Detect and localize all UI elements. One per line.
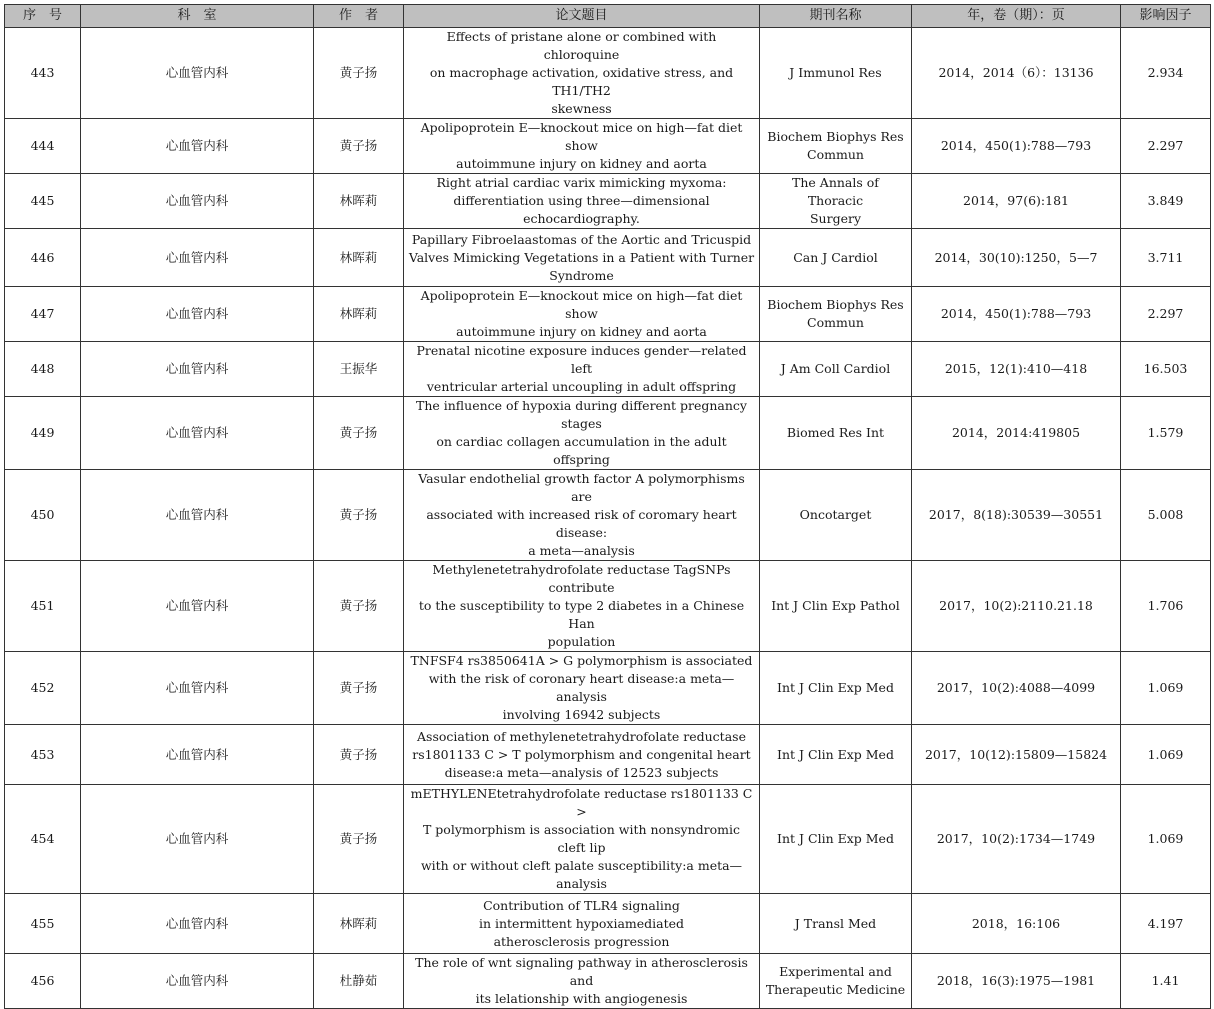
cell-dept: 心血管内科 bbox=[81, 954, 314, 1009]
cell-citation: 2014，2014:419805 bbox=[912, 397, 1121, 470]
table-header bbox=[5, 5, 1211, 28]
cell-seq: 449 bbox=[5, 397, 81, 470]
cell-title: Right atrial cardiac varix mimicking myxoma: differentiation using three—dimensional echocardiography. bbox=[404, 174, 760, 229]
cell-dept: 心血管内科 bbox=[81, 28, 314, 119]
cell-citation: 2018，16(3):1975—1981 bbox=[912, 954, 1121, 1009]
cell-impact: 1.41 bbox=[1121, 954, 1211, 1009]
cell-citation: 2017，10(2):1734—1749 bbox=[912, 785, 1121, 894]
cell-title: Effects of pristane alone or combined with chloroquine on macrophage activation, oxidative stress, and TH1/TH2 skewness bbox=[404, 28, 760, 119]
cell-title: The influence of hypoxia during different pregnancy stages on cardiac collagen accumulation in the adult offspring bbox=[404, 397, 760, 470]
cell-impact: 1.706 bbox=[1121, 561, 1211, 652]
cell-journal: Biomed Res Int bbox=[760, 397, 912, 470]
cell-author: 黄子扬 bbox=[314, 119, 404, 174]
cell-dept: 心血管内科 bbox=[81, 894, 314, 954]
cell-impact: 1.579 bbox=[1121, 397, 1211, 470]
cell-title: Apolipoprotein E—knockout mice on high—fat diet show autoimmune injury on kidney and aorta bbox=[404, 287, 760, 342]
header-title: 论文题目 bbox=[404, 5, 760, 28]
cell-author: 黄子扬 bbox=[314, 785, 404, 894]
cell-citation: 2018，16:106 bbox=[912, 894, 1121, 954]
cell-dept: 心血管内科 bbox=[81, 725, 314, 785]
cell-seq: 448 bbox=[5, 342, 81, 397]
header-dept: 科 室 bbox=[81, 5, 314, 28]
table-row bbox=[5, 785, 1211, 894]
cell-impact: 2.297 bbox=[1121, 119, 1211, 174]
table-row bbox=[5, 174, 1211, 229]
cell-author: 林晖莉 bbox=[314, 287, 404, 342]
cell-dept: 心血管内科 bbox=[81, 342, 314, 397]
cell-seq: 447 bbox=[5, 287, 81, 342]
cell-seq: 456 bbox=[5, 954, 81, 1009]
cell-dept: 心血管内科 bbox=[81, 470, 314, 561]
cell-impact: 4.197 bbox=[1121, 894, 1211, 954]
table-row bbox=[5, 287, 1211, 342]
cell-impact: 1.069 bbox=[1121, 725, 1211, 785]
cell-author: 林晖莉 bbox=[314, 174, 404, 229]
cell-title: Vasular endothelial growth factor A polymorphisms are associated with increased risk of coromary heart disease: a meta—analysis bbox=[404, 470, 760, 561]
table-row bbox=[5, 894, 1211, 954]
cell-title: Apolipoprotein E—knockout mice on high—fat diet show autoimmune injury on kidney and aorta bbox=[404, 119, 760, 174]
cell-impact: 16.503 bbox=[1121, 342, 1211, 397]
cell-seq: 446 bbox=[5, 229, 81, 287]
cell-citation: 2017，8(18):30539—30551 bbox=[912, 470, 1121, 561]
header-citation: 年，卷（期）：页 bbox=[912, 5, 1121, 28]
cell-citation: 2014，30(10):1250，5—7 bbox=[912, 229, 1121, 287]
cell-journal: Int J Clin Exp Med bbox=[760, 725, 912, 785]
cell-impact: 2.934 bbox=[1121, 28, 1211, 119]
cell-author: 黄子扬 bbox=[314, 725, 404, 785]
cell-citation: 2014，450(1):788—793 bbox=[912, 287, 1121, 342]
cell-title: TNFSF4 rs3850641A > G polymorphism is associated with the risk of coronary heart disease:a meta—analysis involving 16942 subjects bbox=[404, 652, 760, 725]
cell-dept: 心血管内科 bbox=[81, 397, 314, 470]
cell-seq: 453 bbox=[5, 725, 81, 785]
document-page bbox=[4, 4, 1211, 1009]
cell-journal: Int J Clin Exp Pathol bbox=[760, 561, 912, 652]
cell-title: Methylenetetrahydrofolate reductase TagSNPs contribute to the susceptibility to type 2 diabetes in a Chinese Han population bbox=[404, 561, 760, 652]
cell-impact: 1.069 bbox=[1121, 652, 1211, 725]
cell-title: Papillary Fibroelaastomas of the Aortic and Tricuspid Valves Mimicking Vegetations in a Patient with Turner Syndrome bbox=[404, 229, 760, 287]
cell-dept: 心血管内科 bbox=[81, 174, 314, 229]
cell-journal: J Am Coll Cardiol bbox=[760, 342, 912, 397]
header-impact: 影响因子 bbox=[1121, 5, 1211, 28]
table-body bbox=[5, 28, 1211, 1009]
header-author: 作 者 bbox=[314, 5, 404, 28]
cell-citation: 2017，10(2):4088—4099 bbox=[912, 652, 1121, 725]
cell-dept: 心血管内科 bbox=[81, 229, 314, 287]
cell-author: 杜静茹 bbox=[314, 954, 404, 1009]
cell-author: 林晖莉 bbox=[314, 894, 404, 954]
cell-citation: 2014，450(1):788—793 bbox=[912, 119, 1121, 174]
header-journal: 期刊名称 bbox=[760, 5, 912, 28]
cell-journal: Oncotarget bbox=[760, 470, 912, 561]
cell-journal: J Transl Med bbox=[760, 894, 912, 954]
cell-dept: 心血管内科 bbox=[81, 652, 314, 725]
cell-impact: 3.849 bbox=[1121, 174, 1211, 229]
cell-impact: 1.069 bbox=[1121, 785, 1211, 894]
table-row bbox=[5, 954, 1211, 1009]
cell-seq: 454 bbox=[5, 785, 81, 894]
cell-citation: 2017，10(2):2110.21.18 bbox=[912, 561, 1121, 652]
table-row bbox=[5, 652, 1211, 725]
cell-impact: 5.008 bbox=[1121, 470, 1211, 561]
cell-title: Prenatal nicotine exposure induces gender—related left ventricular arterial uncoupling in adult offspring bbox=[404, 342, 760, 397]
table-row bbox=[5, 342, 1211, 397]
cell-seq: 443 bbox=[5, 28, 81, 119]
cell-seq: 444 bbox=[5, 119, 81, 174]
cell-dept: 心血管内科 bbox=[81, 785, 314, 894]
cell-dept: 心血管内科 bbox=[81, 561, 314, 652]
cell-journal: Experimental and Therapeutic Medicine bbox=[760, 954, 912, 1009]
table-row bbox=[5, 561, 1211, 652]
cell-journal: The Annals of Thoracic Surgery bbox=[760, 174, 912, 229]
cell-citation: 2014，2014（6）：13136 bbox=[912, 28, 1121, 119]
cell-seq: 452 bbox=[5, 652, 81, 725]
cell-author: 黄子扬 bbox=[314, 397, 404, 470]
cell-author: 黄子扬 bbox=[314, 652, 404, 725]
table-row bbox=[5, 28, 1211, 119]
cell-citation: 2015，12(1):410—418 bbox=[912, 342, 1121, 397]
cell-author: 黄子扬 bbox=[314, 561, 404, 652]
cell-journal: Int J Clin Exp Med bbox=[760, 652, 912, 725]
cell-title: Association of methylenetetrahydrofolate reductase rs1801133 C > T polymorphism and congenital heart disease:a meta—analysis of 12523 subjects bbox=[404, 725, 760, 785]
cell-title: mETHYLENEtetrahydrofolate reductase rs1801133 C > T polymorphism is association with nonsyndromic cleft lip with or without cleft palate susceptibility:a meta—analysis bbox=[404, 785, 760, 894]
table-row bbox=[5, 229, 1211, 287]
cell-impact: 3.711 bbox=[1121, 229, 1211, 287]
header-seq: 序 号 bbox=[5, 5, 81, 28]
cell-journal: J Immunol Res bbox=[760, 28, 912, 119]
cell-impact: 2.297 bbox=[1121, 287, 1211, 342]
cell-journal: Can J Cardiol bbox=[760, 229, 912, 287]
cell-title: Contribution of TLR4 signaling in intermittent hypoxiamediated atherosclerosis progression bbox=[404, 894, 760, 954]
cell-seq: 450 bbox=[5, 470, 81, 561]
cell-citation: 2017，10(12):15809—15824 bbox=[912, 725, 1121, 785]
table-row bbox=[5, 119, 1211, 174]
cell-author: 黄子扬 bbox=[314, 28, 404, 119]
cell-citation: 2014，97(6):181 bbox=[912, 174, 1121, 229]
cell-seq: 445 bbox=[5, 174, 81, 229]
cell-author: 黄子扬 bbox=[314, 470, 404, 561]
cell-journal: Biochem Biophys Res Commun bbox=[760, 119, 912, 174]
cell-journal: Int J Clin Exp Med bbox=[760, 785, 912, 894]
cell-seq: 451 bbox=[5, 561, 81, 652]
cell-seq: 455 bbox=[5, 894, 81, 954]
table-row bbox=[5, 397, 1211, 470]
publication-table bbox=[4, 4, 1211, 1009]
cell-dept: 心血管内科 bbox=[81, 287, 314, 342]
cell-dept: 心血管内科 bbox=[81, 119, 314, 174]
cell-author: 林晖莉 bbox=[314, 229, 404, 287]
table-row bbox=[5, 725, 1211, 785]
table-row bbox=[5, 470, 1211, 561]
cell-title: The role of wnt signaling pathway in atherosclerosis and its lelationship with angiogenesis bbox=[404, 954, 760, 1009]
cell-author: 王振华 bbox=[314, 342, 404, 397]
cell-journal: Biochem Biophys Res Commun bbox=[760, 287, 912, 342]
header-row bbox=[5, 5, 1211, 28]
